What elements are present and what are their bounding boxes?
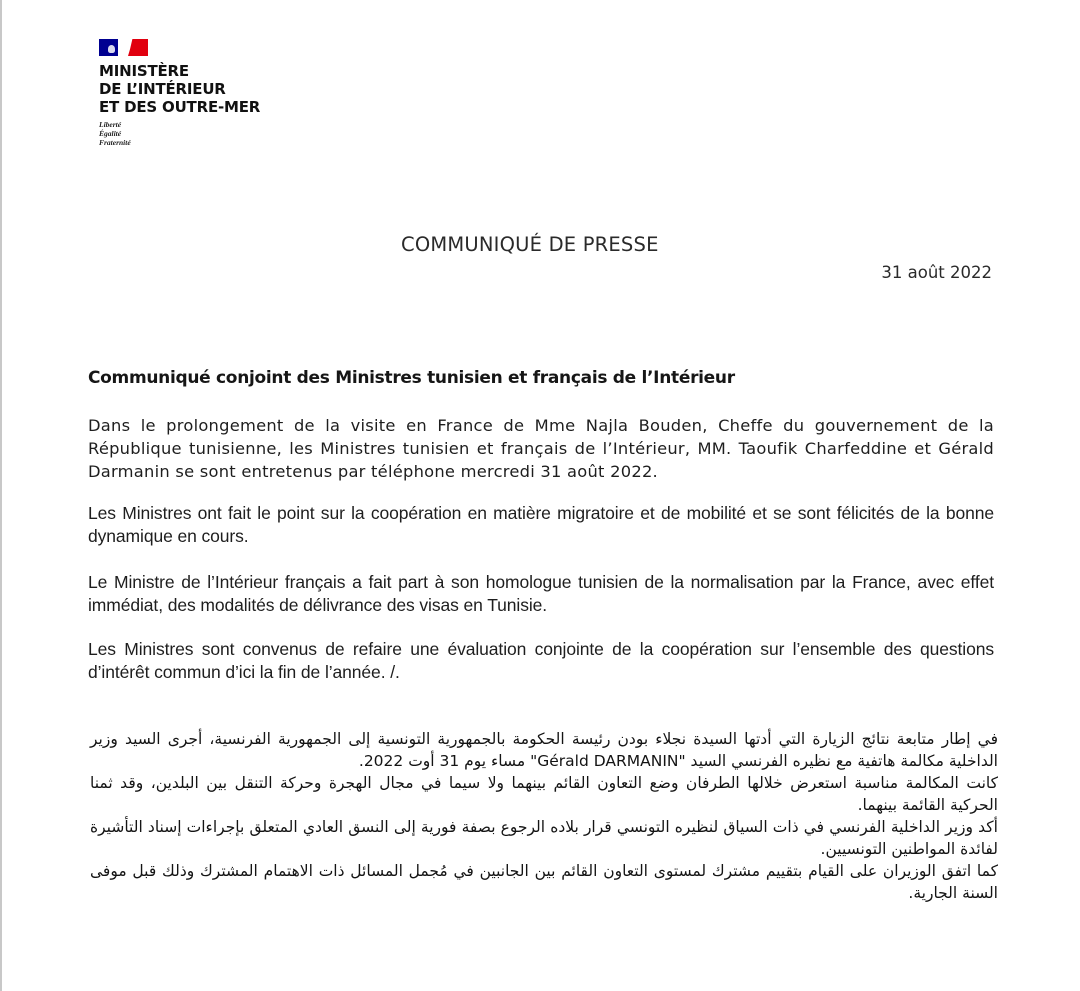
paragraph: Le Ministre de l’Intérieur français a fait part à son homologue tunisien de la normalisation par la France, avec effet immédiat, des modalités de délivrance des visas en Tunisie.	[88, 572, 994, 615]
flag-white-band	[118, 39, 128, 56]
page-edge	[0, 0, 2, 991]
ministry-line: ET DES OUTRE-MER	[99, 98, 261, 116]
ministry-logo	[99, 39, 289, 147]
motto-line: Fraternité	[99, 138, 131, 147]
ministry-name	[99, 62, 289, 116]
paragraph: Dans le prolongement de la visite en France de Mme Najla Bouden, Cheffe du gouvernement de la République tunisienne, les Ministres tunisien et français de l’Intérieur, MM. Taoufik Charfeddine et Gérald Darmanin se sont entretenus par téléphone mercredi 31 août 2022.	[88, 416, 994, 481]
motto-line: Liberté	[99, 120, 122, 129]
arabic-paragraph: كما اتفق الوزيران على القيام بتقييم مشترك لمستوى التعاون القائم بين الجانبين في مُجمل المسائل ذات الاهتمام المشترك وذلك قبل موفى السنة الجارية.	[90, 862, 998, 902]
document-type-title: COMMUNIQUÉ DE PRESSE	[401, 233, 659, 256]
paragraph: Les Ministres sont convenus de refaire une évaluation conjointe de la coopération sur l’ensemble des questions d’intérêt commun d’ici la fin de l’année. /.	[88, 639, 994, 682]
flag-blue-band	[99, 39, 118, 56]
arabic-paragraph: أكد وزير الداخلية الفرنسي في ذات السياق لنظيره التونسي قرار بلاده الرجوع بصفة فورية إلى النسق العادي المتعلق بإجراءات إسناد التأشيرة لفائدة المواطنين التونسيين.	[90, 818, 998, 858]
arabic-translation	[90, 728, 998, 904]
communique-subject: Communiqué conjoint des Ministres tunisien et français de l’Intérieur	[88, 368, 735, 388]
arabic-paragraph: في إطار متابعة نتائج الزيارة التي أدتها السيدة نجلاء بودن رئيسة الحكومة بالجمهورية التونسية إلى الجمهورية الفرنسية، أجرى السيد وزير الداخلية مكالمة هاتفية مع نظيره الفرنسي السيد "Gérald DARMANIN" مساء يوم 31 أوت 2022.	[90, 730, 998, 770]
ministry-line: MINISTÈRE	[99, 62, 189, 80]
flag-red-band	[128, 39, 148, 56]
arabic-paragraph: كانت المكالمة مناسبة استعرض خلالها الطرفان وضع التعاون القائم بينهما ولا سيما في مجال الهجرة وحركة التنقل بين البلدين، وقد ثمنا الحركية القائمة بينهما.	[90, 774, 998, 814]
ministry-line: DE L’INTÉRIEUR	[99, 80, 226, 98]
motto-line: Égalité	[99, 129, 122, 138]
document-date: 31 août 2022	[881, 263, 992, 282]
paragraph: Les Ministres ont fait le point sur la coopération en matière migratoire et de mobilité et se sont félicités de la bonne dynamique en cours.	[88, 503, 994, 546]
french-flag-icon	[99, 39, 289, 56]
republic-motto	[99, 120, 289, 147]
